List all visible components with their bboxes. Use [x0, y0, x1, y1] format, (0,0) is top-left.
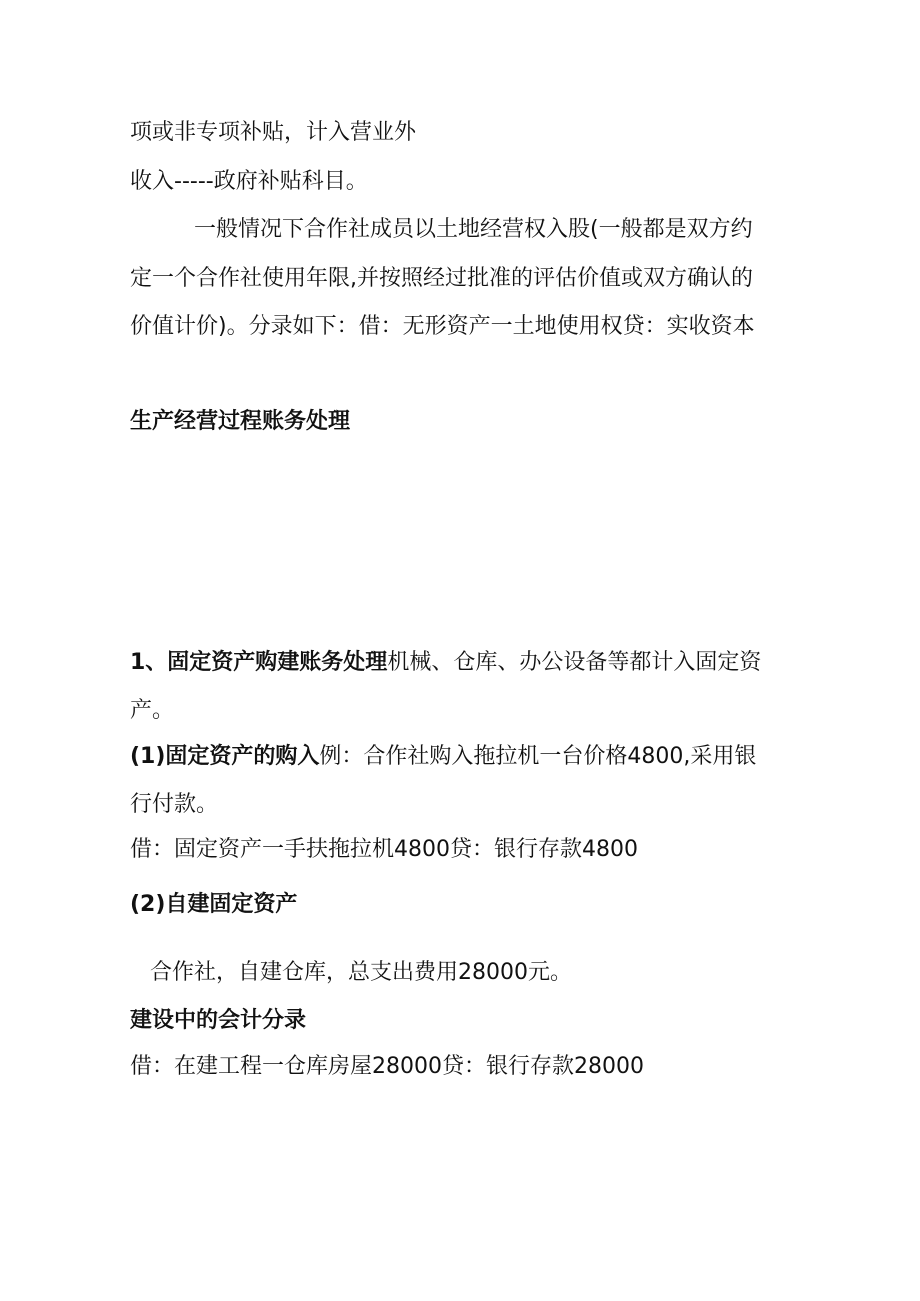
paragraph-line: 行付款。: [130, 792, 219, 817]
journal-entry: 借：固定资产一手扶拖拉机4800贷：银行存款4800: [130, 837, 638, 862]
item-text: 例：合作社购入拖拉机一台价格4800,采用银: [319, 744, 757, 769]
section-heading: 建设中的会计分录: [130, 1008, 307, 1033]
paragraph-line: 产。: [130, 698, 175, 723]
paragraph-line: [130, 648, 761, 678]
paragraph-line: 项或非专项补贴，计入营业外: [130, 120, 417, 145]
paragraph-line: 收入-----政府补贴科目。: [130, 169, 368, 194]
paragraph-line: 价值计价)。分录如下：借：无形资产一土地使用权贷：实收资本: [130, 314, 755, 339]
paragraph-line: 定一个合作社使用年限,并按照经过批准的评估价值或双方确认的: [130, 266, 753, 291]
journal-entry: 借：在建工程一仓库房屋28000贷：银行存款28000: [130, 1054, 644, 1079]
paragraph-line: [130, 742, 756, 772]
section-heading: 生产经营过程账务处理: [130, 409, 351, 434]
paragraph-line: 合作社，自建仓库，总支出费用28000元。: [150, 960, 572, 985]
section-text: 机械、仓库、办公设备等都计入固定资: [387, 650, 762, 675]
item-title: (1)固定资产的购入: [130, 744, 320, 769]
item-title: (2)自建固定资产: [130, 892, 298, 917]
section-title: 1、固定资产购建账务处理: [130, 650, 388, 675]
paragraph-line: 一般情况下合作社成员以土地经营权入股(一般都是双方约: [194, 217, 753, 242]
